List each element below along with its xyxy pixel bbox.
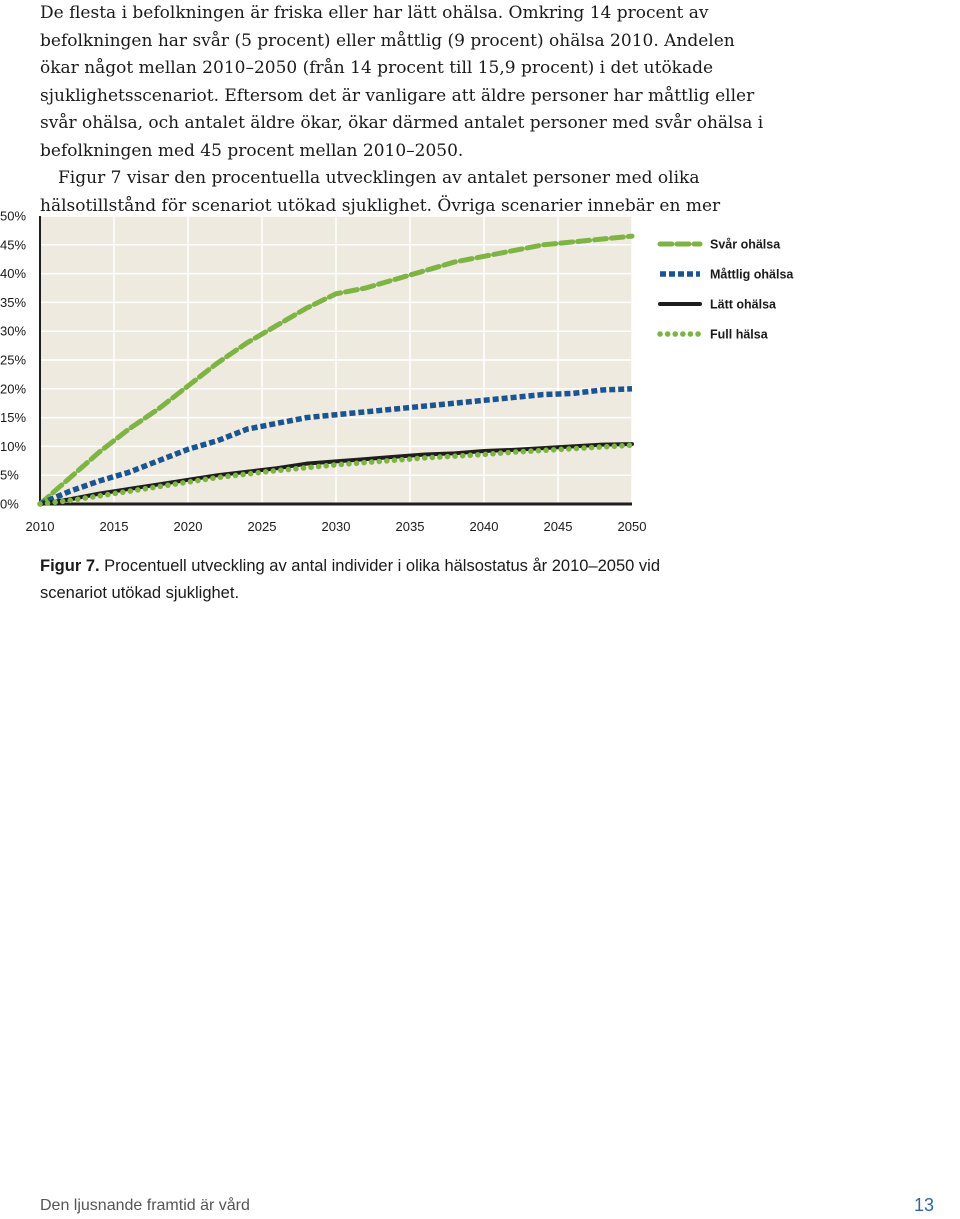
x-tick-label: 2020: [173, 519, 203, 534]
x-tick-label: 2045: [543, 519, 573, 534]
y-tick-label: 10%: [0, 438, 27, 454]
legend-label-2: Måttlig ohälsa: [710, 267, 794, 282]
page-number: 13: [913, 1195, 934, 1215]
x-tick-label: 2030: [321, 519, 351, 534]
y-tick-label: 25%: [0, 352, 27, 368]
legend-label-1: Svår ohälsa: [710, 237, 781, 252]
x-tick-label: 2010: [25, 519, 55, 534]
y-tick-label: 35%: [0, 294, 27, 310]
y-tick-label: 20%: [0, 381, 27, 397]
legend-label-3: Lätt ohälsa: [710, 297, 776, 312]
y-tick-label: 45%: [0, 237, 27, 253]
caption-label: Figur 7.: [40, 557, 100, 575]
x-tick-label: 2050: [617, 519, 647, 534]
chart-svg: [0, 200, 960, 540]
y-tick-label: 50%: [0, 208, 27, 224]
x-tick-label: 2015: [99, 519, 129, 534]
y-tick-label: 5%: [0, 467, 19, 483]
footer-title: Den ljusnande framtid är vård: [40, 1197, 250, 1214]
y-tick-label: 0%: [0, 496, 19, 512]
legend-label-4: Full hälsa: [710, 327, 768, 342]
caption-text: Procentuell utveckling av antal individer i olika hälsostatus år 2010–2050 vid scenariot utökad sjuklighet.: [40, 557, 661, 602]
x-tick-label: 2025: [247, 519, 277, 534]
y-tick-label: 40%: [0, 266, 27, 282]
paragraph-1: De flesta i befolkningen är friska eller har lätt ohälsa. Omkring 14 procent av befolkningen har svår (5 procent) eller måttlig (9 procent) ohälsa 2010. Andelen ökar något mellan 2010–2050 (från 14 procent till 15,9 procent) i det utökade sjuklighetsscenariot. Eftersom det är vanligare att äldre personer har måttlig eller svår ohälsa, och antalet äldre ökar, ökar därmed antalet personer med svår ohälsa i befolkningen med 45 procent mellan 2010–2050.: [40, 3, 764, 161]
figure-7-chart: [0, 200, 960, 540]
paragraph-2: Figur 7 visar den procentuella utvecklingen av antalet personer med olika hälsotillstånd för scenariot utökad sjuklighet. Övriga scenarier innebär en mer: [40, 168, 721, 216]
y-tick-label: 15%: [0, 410, 27, 426]
x-tick-label: 2040: [469, 519, 499, 534]
x-tick-label: 2035: [395, 519, 425, 534]
y-tick-label: 30%: [0, 323, 27, 339]
figure-caption: [40, 553, 720, 607]
